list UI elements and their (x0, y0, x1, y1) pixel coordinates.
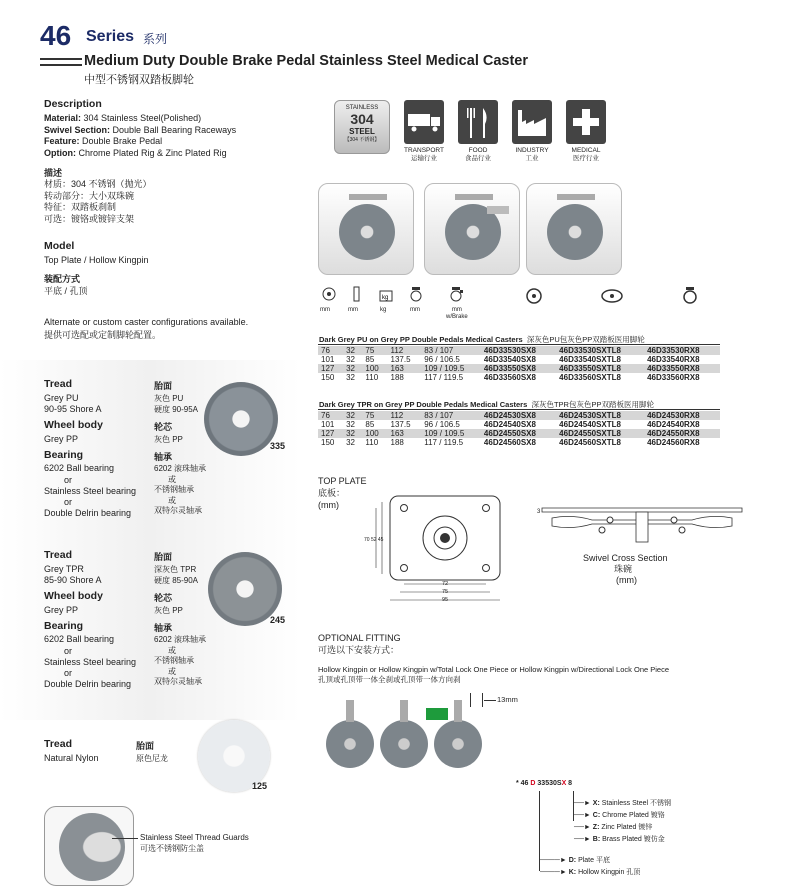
model-heading: Model (44, 240, 75, 252)
nylon-tread-heading-cn: 胎面 (136, 741, 155, 751)
table-row: 150 32 110 188 117 / 119.5 46D33560SX8 46D33560SXTL8 46D33560RX8 (318, 373, 720, 382)
optional-fitting-description: Hollow Kingpin or Hollow Kingpin w/Total Lock One Piece or Hollow Kingpin w/Directional Lock One Piece (318, 665, 670, 674)
table-rule (318, 344, 720, 345)
industry-label-industry: INDUSTRY 工业 (515, 147, 549, 162)
table-row: 127 32 100 163 109 / 109.5 46D33550SX8 46D33550SXTL8 46D33550RX8 (318, 364, 720, 373)
table-row: 101 32 85 137.5 96 / 106.5 46D33540SX8 46D33540SXTL8 46D33540RX8 (318, 355, 720, 364)
industry-label-medical: MEDICAL 医疗行业 (571, 147, 601, 162)
directional-lock-caster (434, 720, 482, 768)
wheel-diameter-icon (322, 286, 336, 302)
overall-height-icon (408, 286, 424, 302)
brake-height-icon (448, 286, 464, 302)
description-heading-cn: 描述 (44, 168, 63, 178)
title-decoration (40, 58, 82, 66)
model-value: Top Plate / Hollow Kingpin (44, 255, 149, 265)
nylon-tread-value-cn: 原色尼龙 (136, 754, 168, 763)
truck-icon (404, 100, 444, 144)
top-plate-dim-72: 72 (442, 581, 449, 587)
dim-line (470, 693, 471, 707)
description-heading: Description (44, 98, 102, 110)
swivel-caster-icon (524, 286, 544, 304)
optional-fitting-images (326, 700, 486, 770)
table-row: 150 32 110 188 117 / 119.5 46D24560SX8 46D24560SXTL8 46D24560RX8 (318, 438, 720, 447)
series-label-cn: 系列 (143, 32, 168, 46)
table-row: 76 32 75 112 83 / 107 46D24530SX8 46D24530SXTL8 46D24530RX8 (318, 411, 720, 420)
industry-label-food: FOOD 食品行业 (465, 147, 491, 162)
swivel-cross-section-drawing (532, 490, 752, 550)
code-x-option: ──► X: Stainless Steel 不锈钢 (574, 800, 671, 807)
part-code-example: * 46 D 33530SX 8 (516, 780, 573, 787)
swivel-cross-section-label-cn: 珠碗 (614, 564, 633, 574)
caster-photo-brake (424, 183, 520, 275)
dim-line (482, 693, 483, 707)
table-rule (318, 409, 720, 410)
code-d-option: ────► D: Plate 平底 (540, 857, 610, 864)
swivel-dim: 3 (537, 509, 541, 515)
top-plate-dim-75: 75 (442, 589, 449, 595)
code-x-option: ──► C: Chrome Plated 镀铬 (574, 812, 665, 819)
wheel-width-icon (352, 286, 362, 302)
code-x-option: ──► B: Brass Plated 镀仿金 (574, 836, 665, 843)
stainless-304-badge: STAINLESS 304 STEEL 【304 不锈钢】 (334, 100, 390, 154)
alternate-note: Alternate or custom caster configurations available. (44, 317, 249, 327)
optional-fitting-description-cn: 孔顶或孔顶带一体全刹或孔顶带一体方向刹 (318, 675, 461, 684)
wheel-diameter-label: 125 (252, 781, 268, 791)
page-title: Medium Duty Double Brake Pedal Stainless Steel Medical Caster (84, 53, 529, 69)
top-plate-label: TOP PLATE (318, 476, 367, 486)
table-row: 127 32 100 163 109 / 109.5 46D24550SX8 46D24550SXTL8 46D24550RX8 (318, 429, 720, 438)
code-d-option: ────► K: Hollow Kingpin 孔顶 (540, 869, 641, 876)
caster-photo-rigid (526, 183, 622, 275)
table-row: 76 32 75 112 83 / 107 46D33530SX8 46D33530SXTL8 46D33530RX8 (318, 346, 720, 355)
kingpin-dim-label: 13mm (497, 695, 518, 704)
dim-arrow (484, 700, 496, 701)
wheel-diameter-label: 335 (270, 441, 286, 451)
top-plate-vertical-dims: 70 52 45 (364, 537, 384, 543)
pu-wheel-image (204, 382, 278, 456)
guard-pointer-line (112, 838, 138, 839)
table-row: 101 32 85 137.5 96 / 106.5 46D24540SX8 46D24540SXTL8 46D24540RX8 (318, 420, 720, 429)
green-brake-pedal (426, 708, 448, 720)
spec-table-tpr (318, 411, 720, 447)
thread-guard-label-cn: 可选不锈钢防尘盖 (140, 844, 204, 853)
industry-label-transport: TRANSPORT 运输行业 (404, 147, 444, 162)
medical-cross-icon (566, 100, 606, 144)
model-heading-cn: 装配方式 (44, 274, 81, 284)
fork-knife-icon (458, 100, 498, 144)
series-number: 46 (40, 20, 72, 51)
thread-guard-label: Stainless Steel Thread Guards (140, 833, 249, 842)
optional-fitting-heading-cn: 可选以下安装方式： (318, 645, 400, 655)
spec-table-pu (318, 346, 720, 382)
top-plate-unit: (mm) (318, 500, 339, 510)
factory-icon (512, 100, 552, 144)
model-value-cn: 平底 / 孔顶 (44, 286, 88, 296)
alternate-note-cn: 提供可选配或定制脚轮配置。 (44, 330, 162, 340)
thread-guard-frame (44, 806, 134, 886)
total-lock-caster (380, 720, 428, 768)
swivel-cross-section-unit: (mm) (616, 575, 637, 585)
code-x-option: ──► Z: Zinc Plated 镀锌 (574, 824, 653, 831)
optional-fitting-heading: OPTIONAL FITTING (318, 633, 401, 643)
caster-photo-plate (318, 183, 414, 275)
swivel-brake-caster-icon (600, 286, 624, 304)
top-plate-dim-95: 95 (442, 597, 449, 603)
wheel-diameter-label: 245 (270, 615, 286, 625)
nylon-tread-heading: Tread (44, 738, 73, 750)
page-title-cn: 中型不锈钢双踏板脚轮 (84, 74, 194, 86)
top-plate-label-cn: 底板： (318, 488, 346, 498)
swivel-cross-section-label: Swivel Cross Section (583, 553, 668, 563)
thread-guard-wheel-image (59, 813, 125, 881)
table2-title: Dark Grey TPR on Grey PP Double Pedals Medical Casters 深灰色TPR包灰色PP双踏板医用脚轮 (319, 400, 654, 409)
description-block: Material: 304 Stainless Steel(Polished) Swivel Section: Double Ball Bearing Raceways Feature: Double Brake Pedal Option: Chrome Plated Rig & Zinc Plated Rig (44, 113, 237, 158)
svg-text:kg: kg (382, 295, 389, 301)
nylon-tread-value: Natural Nylon (44, 753, 99, 763)
load-capacity-icon (378, 286, 394, 302)
series-label: Series (86, 28, 135, 45)
table1-title: Dark Grey PU on Grey PP Double Pedals Medical Casters 深灰色PU包灰色PP双踏板医用脚轮 (319, 335, 645, 344)
description-cn-block: 材质：304 不锈钢（抛光） 转动部分：大小双珠碗 特征：双踏板刹制 可选：镀铬或镀锌支架 (44, 179, 152, 224)
hollow-kingpin-caster (326, 720, 374, 768)
spec-symbol-row: kg mm mm kg mm mm w/Brake (318, 286, 720, 316)
top-plate-drawing (360, 490, 510, 610)
rigid-caster-icon (680, 286, 700, 304)
